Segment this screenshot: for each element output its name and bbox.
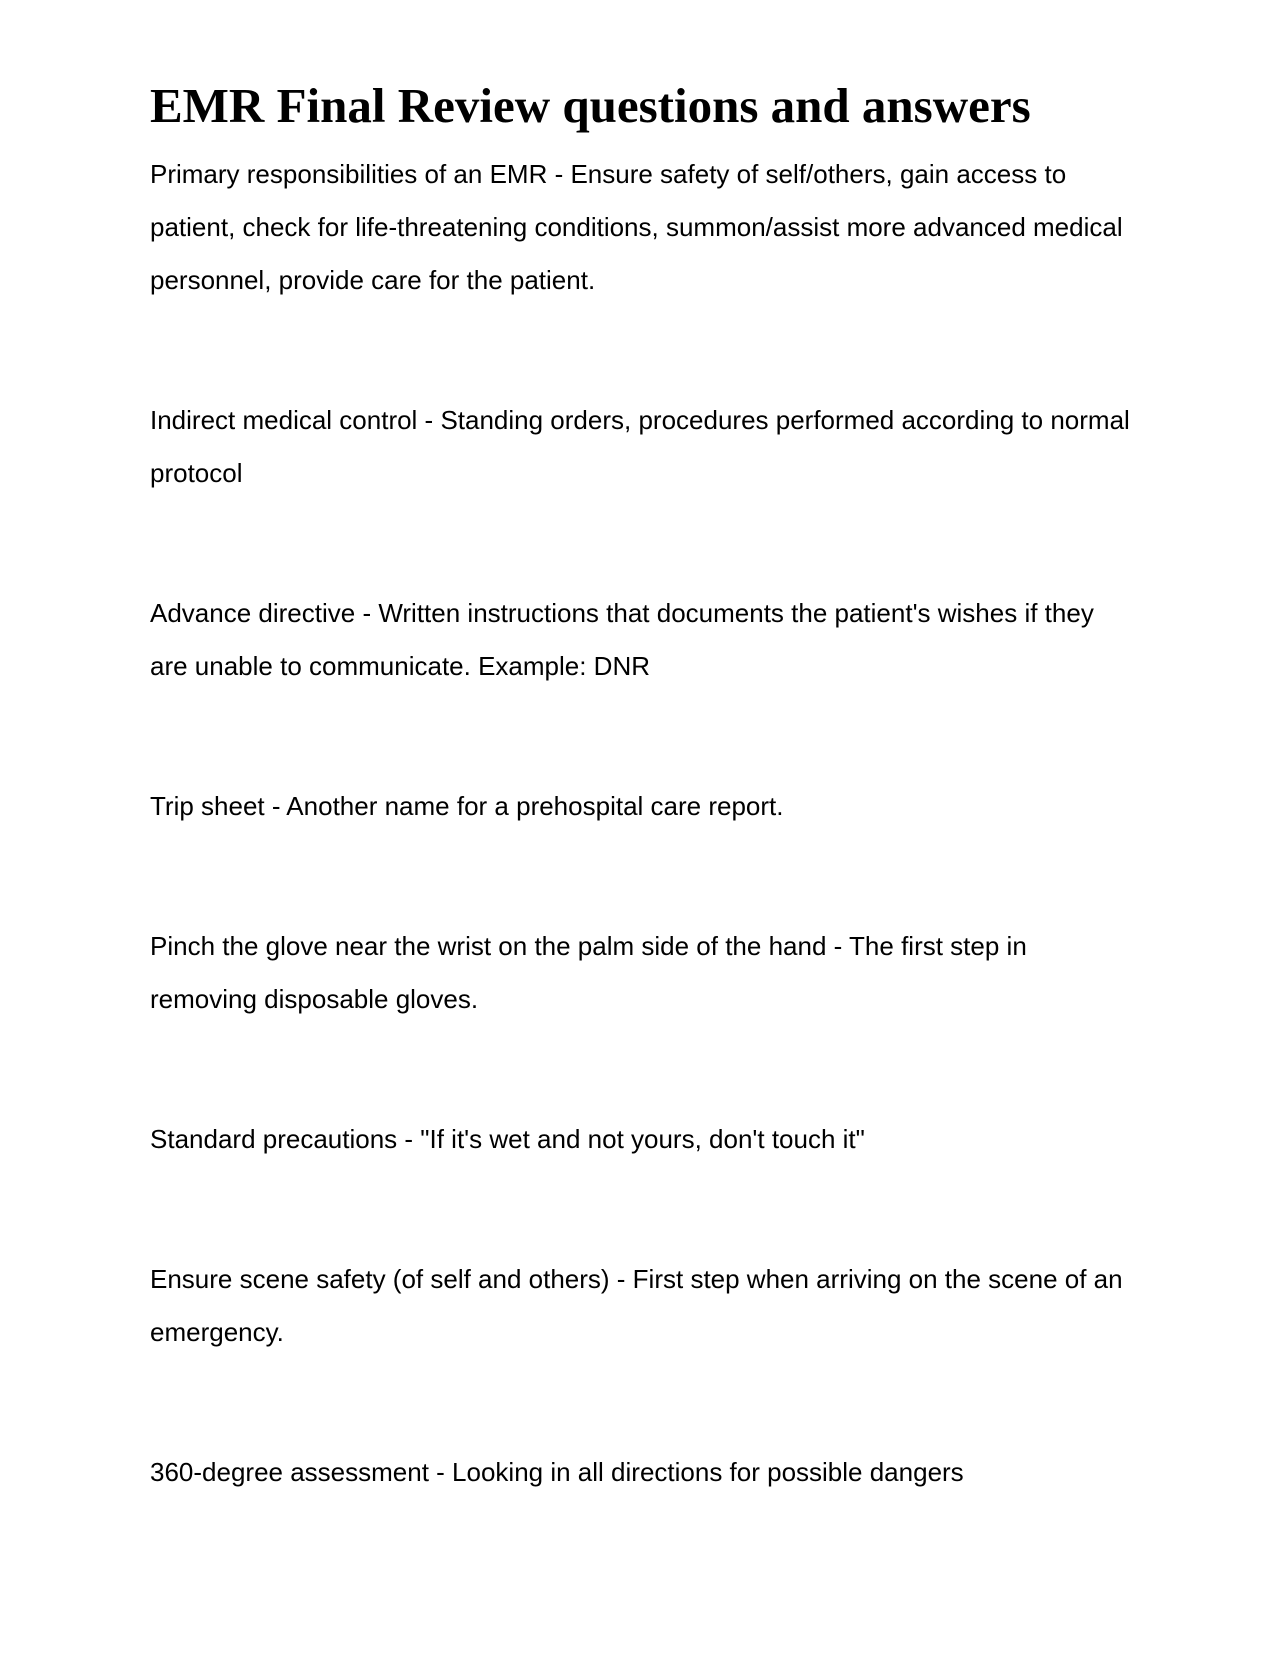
qa-item: Ensure scene safety (of self and others) - First step when arriving on the scene of an emergency. xyxy=(150,1264,1123,1347)
qa-item: Advance directive - Written instructions that documents the patient's wishes if they are unable to communicate. Example: DNR xyxy=(150,598,1094,681)
qa-item: Pinch the glove near the wrist on the palm side of the hand - The first step in removing disposable gloves. xyxy=(150,931,1027,1014)
qa-item: Trip sheet - Another name for a prehospital care report. xyxy=(150,791,784,821)
qa-item: 360-degree assessment - Looking in all directions for possible dangers xyxy=(150,1457,964,1487)
qa-item: Standard precautions - "If it's wet and not yours, don't touch it" xyxy=(150,1124,865,1154)
document-content xyxy=(150,72,1130,1586)
qa-item: Primary responsibilities of an EMR - Ensure safety of self/others, gain access to patient, check for life-threatening conditions, summon/assist more advanced medical personnel, provide care for the patient. xyxy=(150,159,1123,295)
qa-item: Indirect medical control - Standing orders, procedures performed according to normal protocol xyxy=(150,405,1130,488)
qa-list xyxy=(150,148,1130,1499)
document-title: EMR Final Review questions and answers xyxy=(150,78,1031,133)
